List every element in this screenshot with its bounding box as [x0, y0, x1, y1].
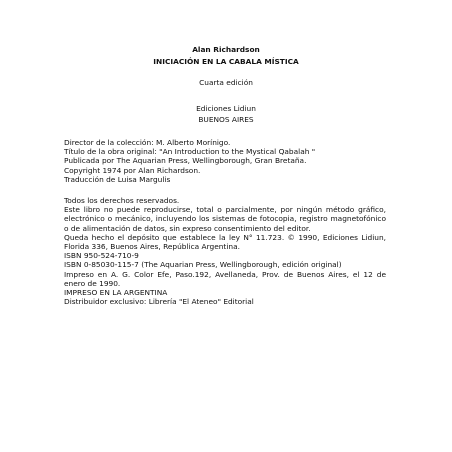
published-by-line: Publicada por The Aquarian Press, Wellingborough, Gran Bretaña.: [64, 156, 307, 166]
printed-country-line: IMPRESO EN LA ARGENTINA: [64, 288, 168, 298]
author-name: Alan Richardson: [192, 45, 260, 54]
deposit-notice: Queda hecho el depósito que establece la ley N° 11.723. © 1990, Ediciones Lidiun, Florida 336, Buenos Aires, República Argentina.: [64, 232, 386, 252]
director-line: Director de la colección: M. Alberto Morínigo.: [64, 138, 231, 147]
translation-line: Traducción de Luisa Margulis: [64, 174, 171, 184]
printer-line: Impreso en A. G. Color Efe, Paso.192, Avellaneda, Prov. de Buenos Aires, el 12 de enero de 1990.: [64, 269, 386, 288]
book-title: INICIACIÓN EN LA CABALA MÍSTICA: [153, 57, 299, 66]
distributor-line: Distribuidor exclusivo: Librería "El Ateneo" Editorial: [64, 297, 254, 307]
legal-block: [64, 196, 386, 306]
credits-block: [64, 138, 386, 184]
edition-label: Cuarta edición: [199, 78, 253, 87]
original-title-line: Título de la obra original: "An Introduction to the Mystical Qabalah ": [64, 147, 316, 157]
copyright-line: Copyright 1974 por Alan Richardson.: [64, 165, 201, 175]
reproduction-notice: Este libro no puede reproducirse, total o parcialmente, por ningún método gráfico, electrónico o mecánico, incluyendo los sistemas de fotocopia, registro magnetofónico o de alimentación de datos, sin expreso consentimiento del editor.: [64, 205, 386, 233]
isbn-line: ISBN 950-524-710-9: [64, 251, 139, 261]
publisher-name: Ediciones Lidiun: [196, 104, 256, 113]
publisher-city: BUENOS AIRES: [198, 115, 254, 124]
isbn-original-line: ISBN 0-85030-115-7 (The Aquarian Press, Wellingborough, edición original): [64, 260, 342, 270]
rights-line: Todos los derechos reservados.: [64, 196, 180, 205]
